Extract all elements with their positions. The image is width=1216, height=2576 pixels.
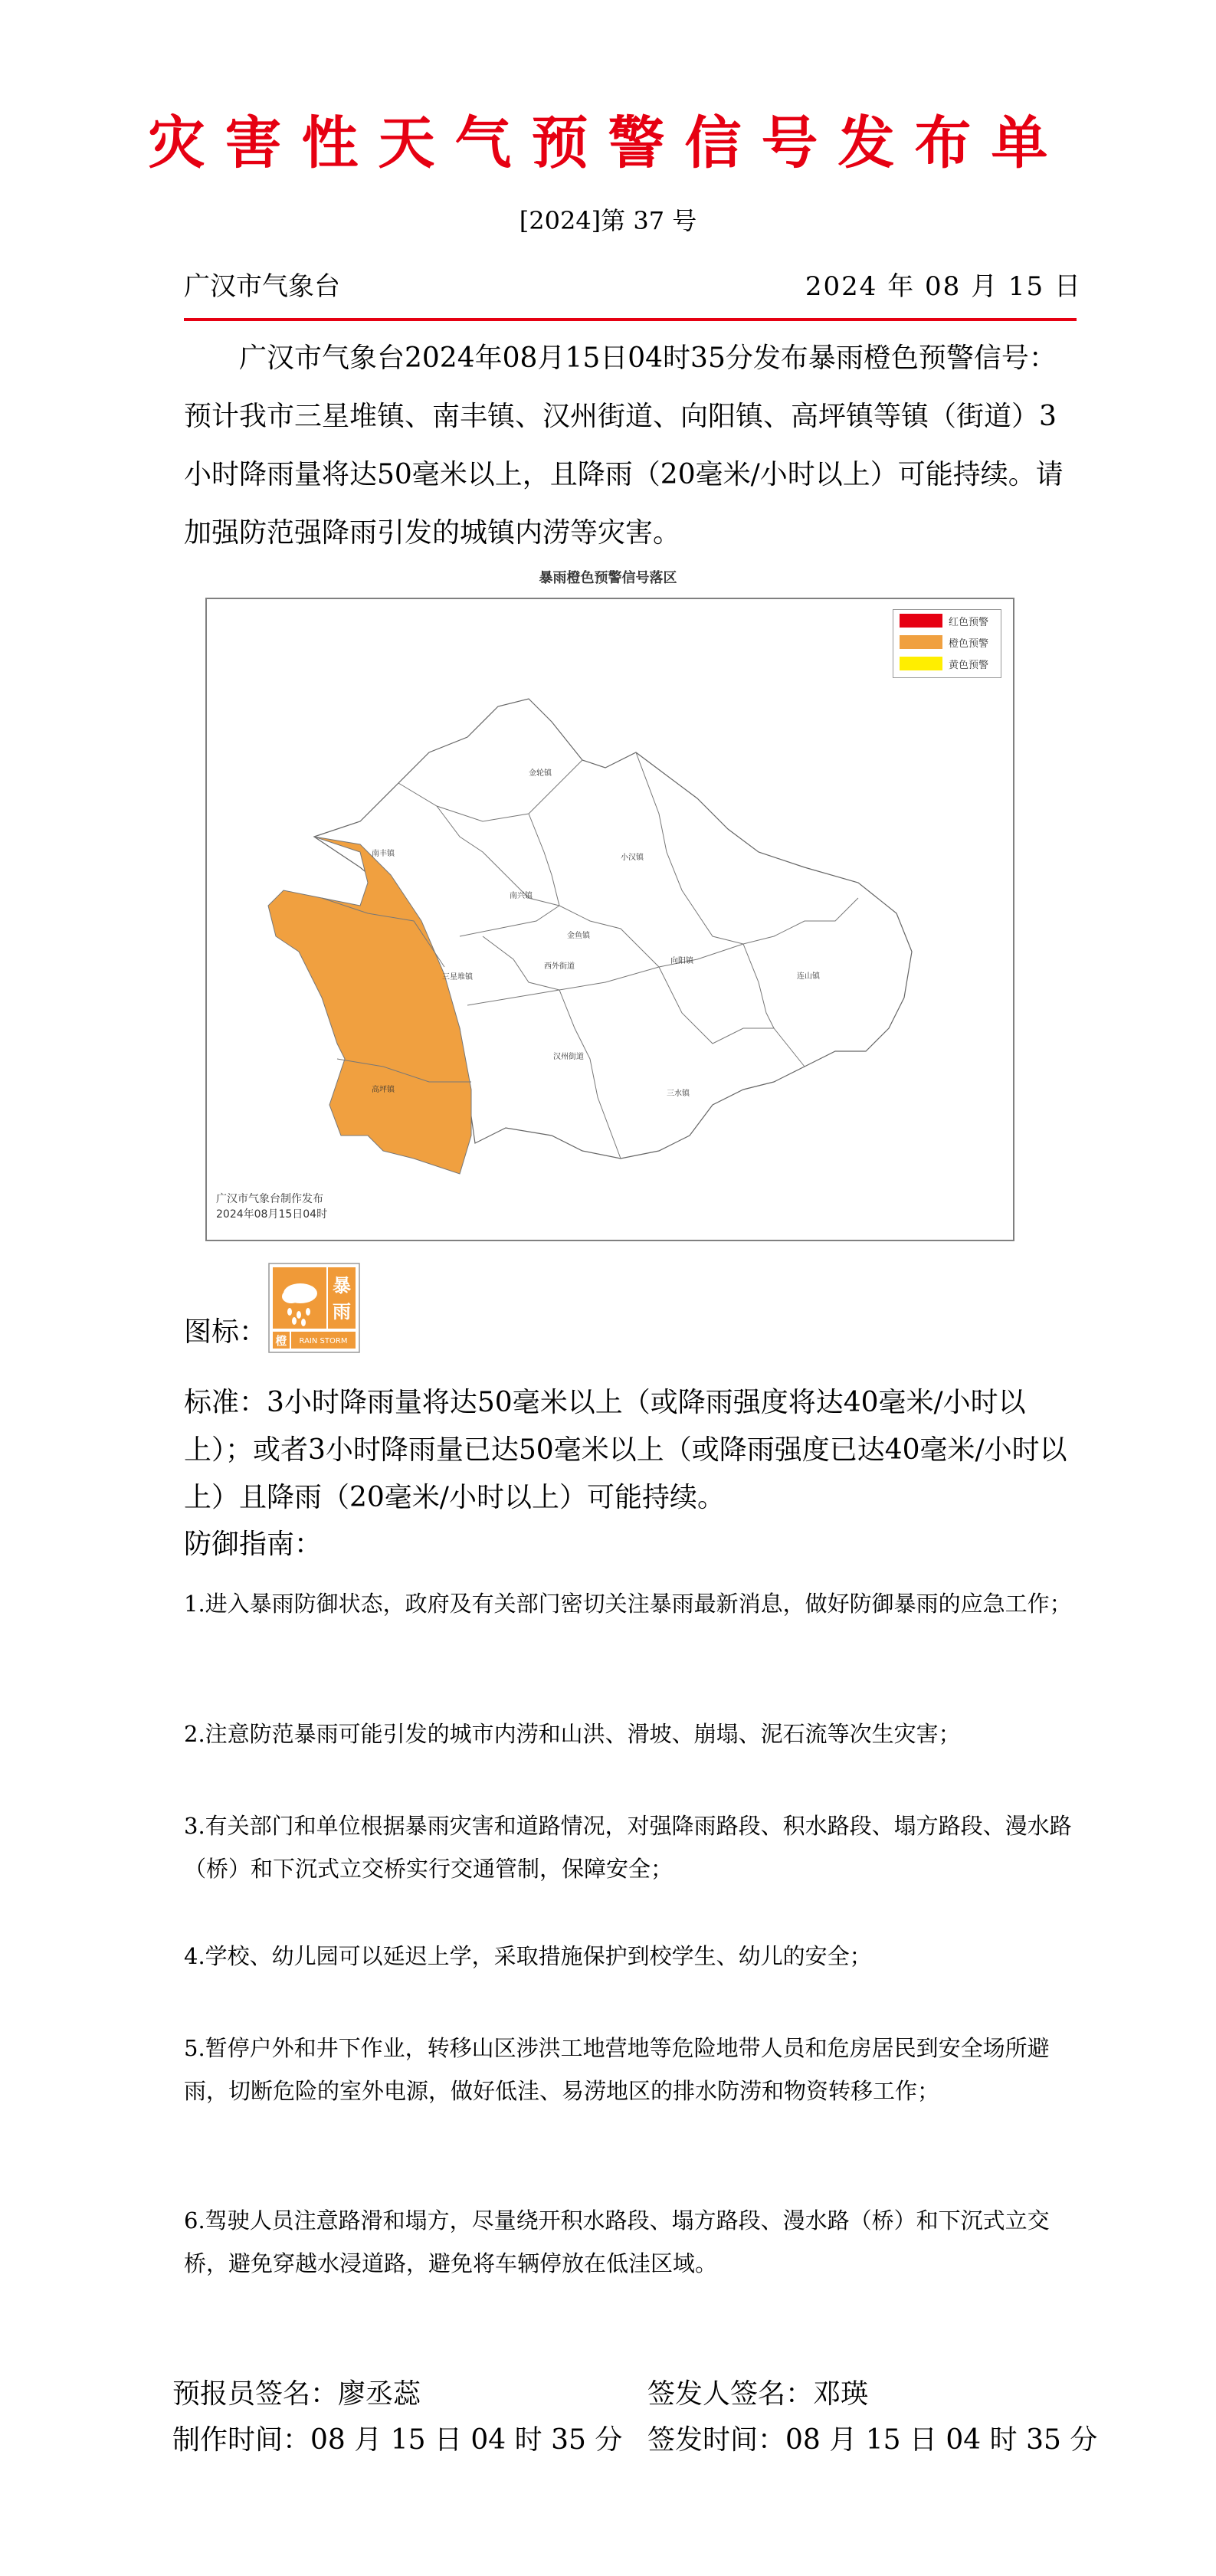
legend-item-orange: [893, 631, 1001, 653]
title-divider: [184, 318, 1077, 321]
legend-swatch-orange: [900, 635, 942, 649]
map-label-nanxing: 南兴镇: [510, 892, 533, 900]
guide-item-3: 3.有关部门和单位根据暴雨灾害和道路情况，对强降雨路段、积水路段、塌方路段、漫水路（桥）和下沉式立交桥实行交通管制，保障安全；: [184, 1813, 1072, 1882]
map-label-hanzhou: 汉州街道: [553, 1053, 584, 1061]
map-legend: [893, 609, 1001, 678]
rainstorm-orange-icon: [268, 1263, 360, 1353]
guide-item-2: 2.注意防范暴雨可能引发的城市内涝和山洪、滑坡、崩塌、泥石流等次生灾害；: [184, 1721, 961, 1747]
issue-date: 2024 年 08 月 15 日: [805, 271, 1082, 302]
map-title: 暴雨橙色预警信号落区: [539, 570, 677, 586]
map-label-gaoping: 高坪镇: [372, 1086, 395, 1094]
legend-swatch-red: [900, 614, 942, 628]
document-title: 灾害性天气预警信号发布单: [148, 110, 1068, 176]
guide-item-4: 4.学校、幼儿园可以延迟上学，采取措施保护到校学生、幼儿的安全；: [184, 1943, 872, 1969]
map-label-xiling: 西外街道: [544, 962, 575, 971]
legend-item-yellow: [893, 653, 1001, 674]
map-label-lianshan: 连山镇: [797, 972, 820, 981]
map-label-sanshui: 三水镇: [667, 1090, 690, 1098]
defense-guide-title: 防御指南：: [184, 1529, 323, 1560]
warning-standard: 标准：3小时降雨量将达50毫米以上（或降雨强度将达40毫米/小时以上）；或者3小时降雨量已达50毫米以上（或降雨强度已达40毫米/小时以上）且降雨（20毫米/小时以上）可能持续。: [184, 1387, 1067, 1513]
warning-body-text: 广汉市气象台2024年08月15日04时35分发布暴雨橙色预警信号：预计我市三星堆镇、南丰镇、汉州街道、向阳镇、高坪镇等镇（街道）3小时降雨量将达50毫米以上，且降雨（20毫米/小时以上）可能持续。请加强防范强降雨引发的城镇内涝等灾害。: [184, 342, 1064, 549]
document-number: [2024]第 37 号: [519, 206, 697, 235]
legend-label-orange: 橙色预警: [949, 637, 989, 650]
guide-item-6: 6.驾驶人员注意路滑和塌方，尽量绕开积水路段、塌方路段、漫水路（桥）和下沉式立交桥，避免穿越水浸道路，避免将车辆停放在低洼区域。: [184, 2207, 1050, 2276]
guide-item-1: 1.进入暴雨防御状态，政府及有关部门密切关注暴雨最新消息，做好防御暴雨的应急工作；: [184, 1591, 1072, 1617]
map-label-nanfeng: 南丰镇: [372, 850, 395, 858]
icon-label: 图标：: [184, 1316, 267, 1348]
issuer-signature: 签发人签名：邓瑛: [647, 2378, 869, 2410]
made-time: 制作时间：08 月 15 日 04 时 35 分: [172, 2424, 623, 2456]
icon-text-level: 橙: [275, 1334, 287, 1348]
map-footer-producer: 广汉市气象台制作发布: [216, 1193, 323, 1205]
forecaster-signature: 预报员签名：廖丞蕊: [172, 2378, 421, 2410]
map-label-sanxingdui: 三星堆镇: [442, 973, 473, 982]
map-label-xiangyang: 向阳镇: [670, 957, 693, 965]
map-label-xiaohan: 小汉镇: [621, 854, 644, 862]
legend-swatch-yellow: [900, 657, 942, 670]
icon-text-en: RAIN STORM: [299, 1337, 348, 1345]
legend-item-red: [893, 610, 1001, 631]
guide-item-5: 5.暂停户外和井下作业，转移山区涉洪工地营地等危险地带人员和危房居民到安全场所避雨，切断危险的室外电源，做好低洼、易涝地区的排水防涝和物资转移工作；: [184, 2035, 1050, 2104]
warning-map: [205, 598, 1014, 1241]
map-svg: [207, 599, 1013, 1240]
map-footer: [216, 1191, 327, 1222]
map-label-jinlun: 金轮镇: [529, 769, 552, 778]
legend-label-red: 红色预警: [949, 616, 989, 628]
map-footer-time: 2024年08月15日04时: [216, 1208, 328, 1221]
legend-label-yellow: 黄色预警: [949, 659, 989, 671]
icon-text-main: 暴: [333, 1275, 351, 1296]
issuer-name: 广汉市气象台: [184, 271, 340, 302]
issue-time: 签发时间：08 月 15 日 04 时 35 分: [647, 2424, 1098, 2456]
map-label-jinyu: 金鱼镇: [567, 932, 590, 940]
icon-text-main2: 雨: [333, 1301, 351, 1322]
